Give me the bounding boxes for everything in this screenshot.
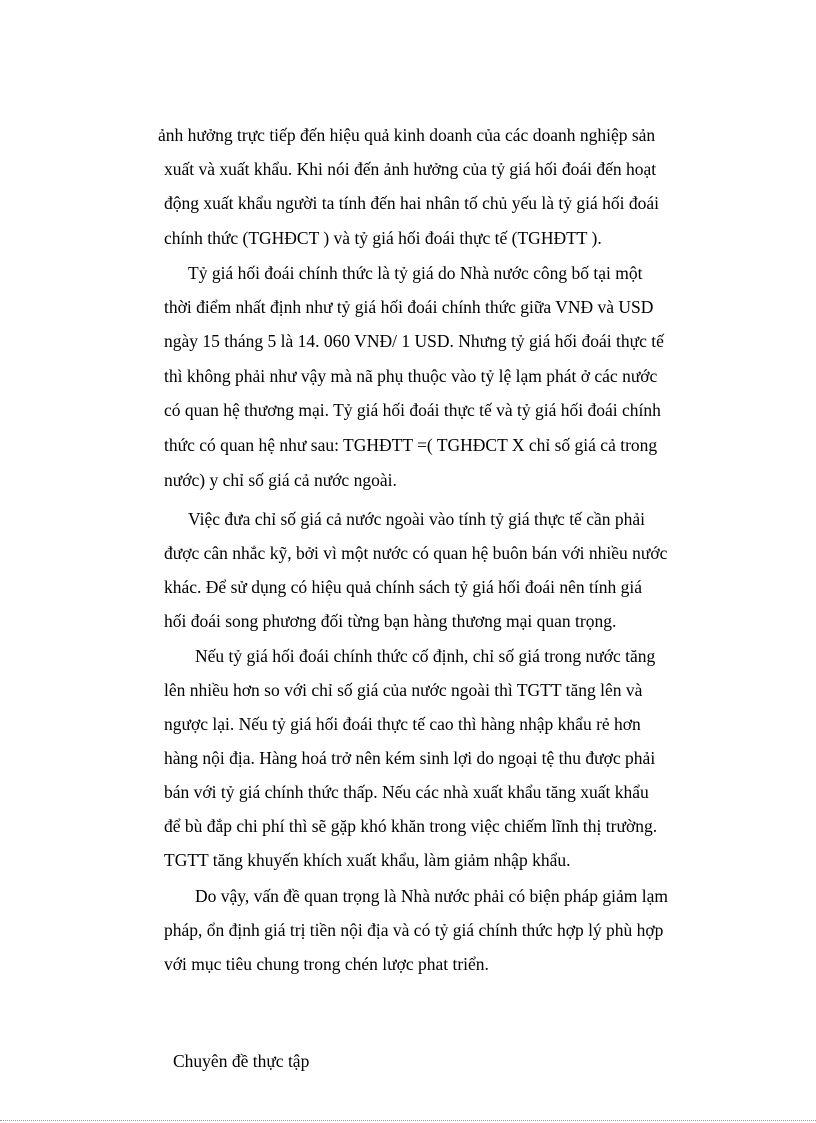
text-line: có quan hệ thương mại. Tỷ giá hối đoái thực tế và tỷ giá hối đoái chính	[164, 400, 661, 420]
text-line: chính thức (TGHĐCT ) và tỷ giá hối đoái thực tế (TGHĐTT ).	[164, 228, 602, 248]
text-line: ảnh hưởng trực tiếp đến hiệu quả kinh doanh của các doanh nghiệp sản	[158, 125, 656, 145]
text-line: pháp, ổn định giá trị tiền nội địa và có tỷ giá chính thức hợp lý phù hợp	[164, 920, 664, 940]
text-line: để bù đắp chi phí thì sẽ gặp khó khăn trong việc chiếm lĩnh thị trường.	[164, 816, 658, 836]
text-line: thời điểm nhất định như tỷ giá hối đoái chính thức giữa VNĐ và USD	[164, 297, 654, 317]
text-line: ngày 15 tháng 5 là 14. 060 VNĐ/ 1 USD. Nhưng tỷ giá hối đoái thực tế	[164, 331, 664, 351]
text-line: bán với tỷ giá chính thức thấp. Nếu các nhà xuất khẩu tăng xuất khẩu	[164, 782, 649, 802]
text-line: hàng nội địa. Hàng hoá trở nên kém sinh lợi do ngoại tệ thu được phải	[164, 748, 656, 768]
text-line: Nếu tỷ giá hối đoái chính thức cố định, chỉ số giá trong nước tăng	[195, 646, 656, 666]
text-line: khác. Để sử dụng có hiệu quả chính sách tỷ giá hối đoái nên tính giá	[164, 577, 642, 597]
text-line: ngược lại. Nếu tỷ giá hối đoái thực tế cao thì hàng nhập khẩu rẻ hơn	[164, 714, 641, 734]
text-line: lên nhiều hơn so với chỉ số giá của nước ngoài thì TGTT tăng lên và	[164, 680, 643, 700]
text-line: Việc đưa chỉ số giá cả nước ngoài vào tính tỷ giá thực tế cần phải	[188, 509, 645, 529]
text-line: được cân nhắc kỹ, bởi vì một nước có quan hệ buôn bán với nhiều nước	[164, 543, 668, 563]
text-line: hối đoái song phương đối từng bạn hàng thương mại quan trọng.	[164, 611, 617, 631]
text-line: TGTT tăng khuyến khích xuất khẩu, làm giảm nhập khẩu.	[164, 850, 571, 870]
footer-text: Chuyên đề thực tập	[173, 1051, 310, 1071]
page-bottom-border	[0, 1120, 816, 1121]
text-line: động xuất khẩu người ta tính đến hai nhân tố chủ yếu là tỷ giá hối đoái	[164, 193, 660, 213]
text-line: Tỷ giá hối đoái chính thức là tỷ giá do Nhà nước công bố tại một	[188, 263, 643, 283]
text-line: thức có quan hệ như sau: TGHĐTT =( TGHĐCT X chỉ số giá cả trong	[164, 435, 658, 455]
text-line: với mục tiêu chung trong chén lược phat triển.	[164, 954, 489, 974]
text-line: thì không phải như vậy mà nã phụ thuộc vào tỷ lệ lạm phát ở các nước	[164, 366, 658, 386]
text-line: Do vậy, vấn đề quan trọng là Nhà nước phải có biện pháp giảm lạm	[195, 886, 668, 906]
text-line: xuất và xuất khẩu. Khi nói đến ảnh hưởng của tỷ giá hối đoái đến hoạt	[164, 159, 657, 179]
text-line: nước) y chỉ số giá cả nước ngoài.	[164, 470, 397, 490]
